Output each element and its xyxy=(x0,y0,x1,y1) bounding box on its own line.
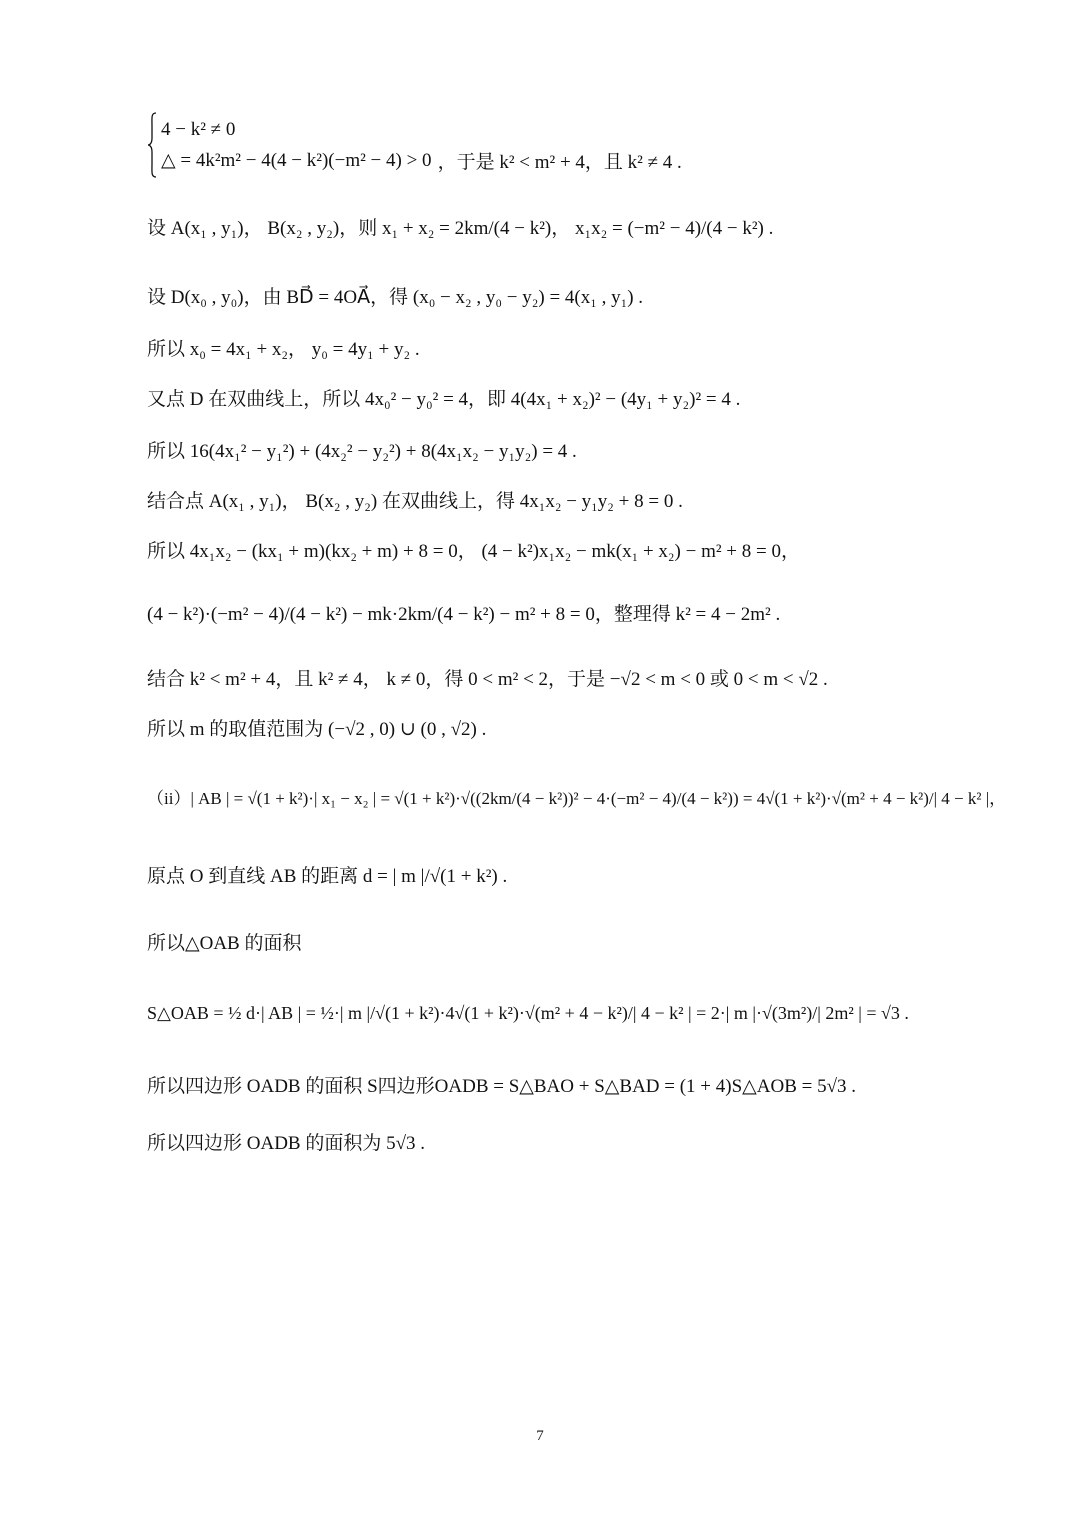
inequality-system xyxy=(147,112,682,178)
text-line-6: 所以 16(4x₁² − y₁²) + (4x₂² − y₂²) + 8(4x₁x₂ − y₁y₂) = 4 . xyxy=(147,441,577,462)
system-conclusion: ，于是 k² < m² + 4，且 k² ≠ 4 . xyxy=(437,152,682,173)
text-line-4: 所以 x₀ = 4x₁ + x₂， y₀ = 4y₁ + y₂ . xyxy=(147,339,420,360)
text-line-17: 所以四边形 OADB 的面积为 5√3 . xyxy=(147,1133,426,1154)
text-line-7: 结合点 A(x₁ , y₁)， B(x₂ , y₂) 在双曲线上，得 4x₁x₂ − y₁y₂ + 8 = 0 . xyxy=(147,491,683,512)
text-line-9: (4 − k²)·(−m² − 4)/(4 − k²) − mk·2km/(4 − k²) − m² + 8 = 0，整理得 k² = 4 − 2m² . xyxy=(147,604,781,625)
equation-system-line xyxy=(147,112,682,178)
text-line-5: 又点 D 在双曲线上，所以 4x₀² − y₀² = 4，即 4(4x₁ + x₂)² − (4y₁ + y₂)² = 4 . xyxy=(147,389,741,410)
system-row-2: △ = 4k²m² − 4(4 − k²)(−m² − 4) > 0 xyxy=(161,150,432,171)
text-line-11: 所以 m 的取值范围为 (−√2 , 0) ∪ (0 , √2) . xyxy=(147,719,487,740)
text-line-13: 原点 O 到直线 AB 的距离 d = | m |/√(1 + k²) . xyxy=(147,866,508,887)
text-line-2: 设 A(x₁ , y₁)， B(x₂ , y₂)，则 x₁ + x₂ = 2km/(4 − k²)， x₁x₂ = (−m² − 4)/(4 − k²) . xyxy=(147,218,774,239)
text-line-15: S△OAB = ½ d·| AB | = ½·| m |/√(1 + k²)·4√(1 + k²)·√(m² + 4 − k²)/| 4 − k² | = 2·| m |·√(3m²)/| 2m² | = √3 . xyxy=(147,1003,909,1023)
left-brace-icon xyxy=(147,112,157,178)
text-line-10: 结合 k² < m² + 4，且 k² ≠ 4， k ≠ 0，得 0 < m² < 2，于是 −√2 < m < 0 或 0 < m < √2 . xyxy=(147,669,828,690)
system-row-1: 4 − k² ≠ 0 xyxy=(161,119,236,140)
page-number: 7 xyxy=(536,1428,544,1444)
text-line-3: 设 D(x₀ , y₀)，由 BD⃗ = 4OA⃗，得 (x₀ − x₂ , y₀ − y₂) = 4(x₁ , y₁) . xyxy=(147,287,644,308)
text-line-12: （ii）| AB | = √(1 + k²)·| x₁ − x₂ | = √(1 + k²)·√((2km/(4 − k²))² − 4·(−m² − 4)/(4 − k²)) = 4√(1 + k²)·√(m² + 4 − k²)/| 4 − k² |， xyxy=(147,789,1007,808)
text-line-8: 所以 4x₁x₂ − (kx₁ + m)(kx₂ + m) + 8 = 0， (4 − k²)x₁x₂ − mk(x₁ + x₂) − m² + 8 = 0， xyxy=(147,541,800,562)
text-line-16: 所以四边形 OADB 的面积 S四边形OADB = S△BAO + S△BAD = (1 + 4)S△AOB = 5√3 . xyxy=(147,1076,857,1097)
text-line-14: 所以△OAB 的面积 xyxy=(147,933,302,954)
